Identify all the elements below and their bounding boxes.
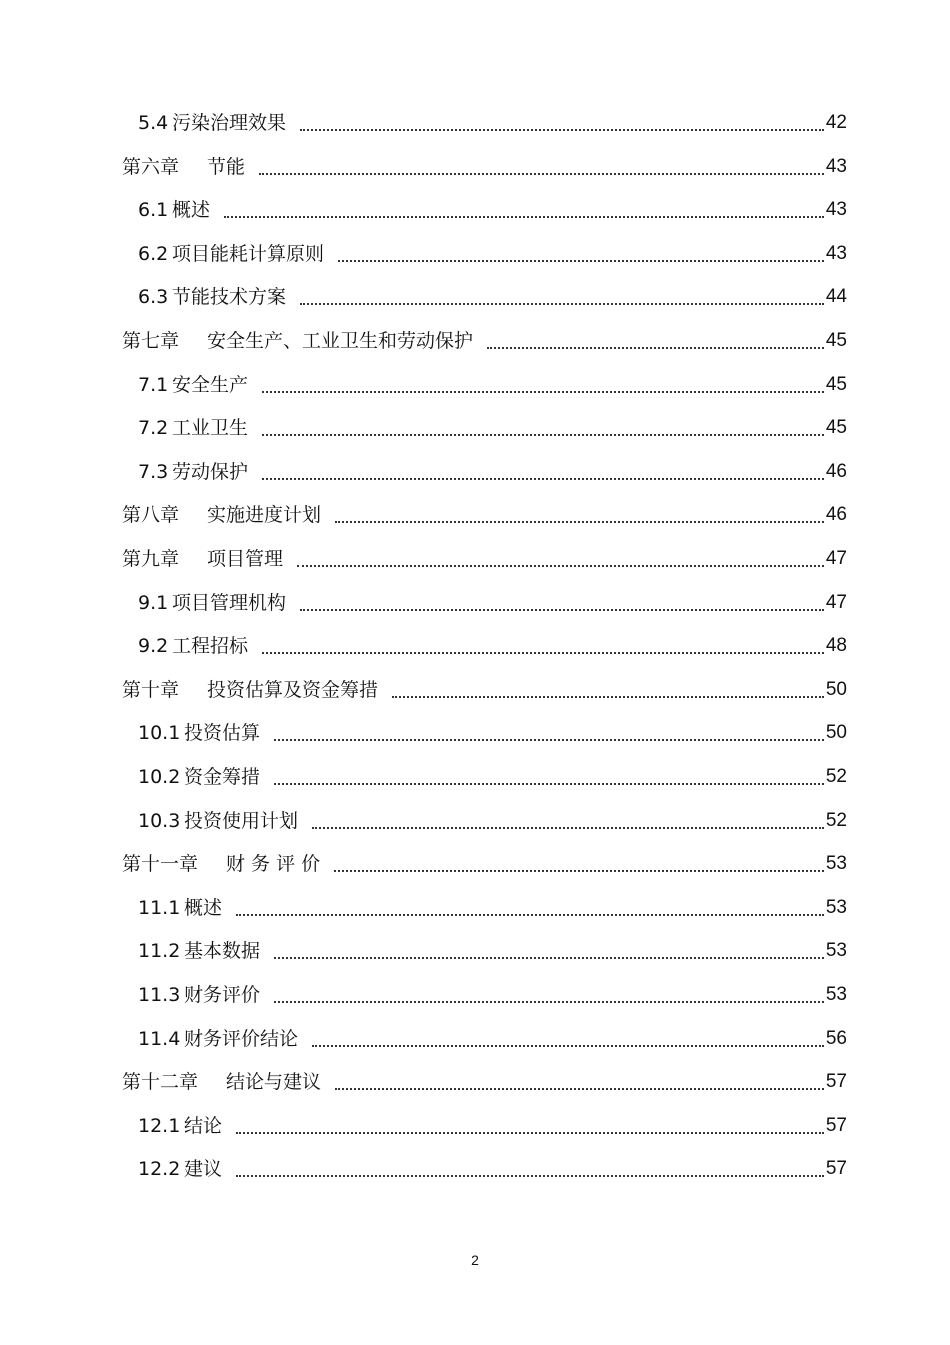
toc-entry-title: 概述: [184, 893, 222, 923]
toc-entry: [0, 195, 950, 225]
toc-entry-title: 项目能耗计算原则: [172, 239, 324, 269]
toc-entry-number: 10.1: [138, 718, 180, 748]
toc-entry-title: 项目管理: [207, 544, 283, 574]
toc-entry-page: 57: [825, 1158, 847, 1180]
toc-entry-title: 基本数据: [184, 936, 260, 966]
toc-dot-leader: [335, 1088, 824, 1090]
toc-dot-leader: [312, 1045, 824, 1047]
toc-entry-number: 7.2: [138, 413, 168, 443]
toc-entry-title: 投资估算: [184, 718, 260, 748]
toc-entry-number: 7.1: [138, 370, 168, 400]
toc-entry-title: 投资使用计划: [184, 806, 298, 836]
toc-entry-page: 43: [825, 199, 847, 221]
toc-dot-leader: [334, 870, 824, 872]
toc-entry-title: 节能: [207, 152, 245, 182]
toc-entry: [0, 413, 950, 443]
toc-entry-page: 57: [825, 1071, 847, 1093]
toc-entry-page: 53: [825, 940, 847, 962]
toc-entry-page: 57: [825, 1114, 847, 1136]
toc-dot-leader: [262, 434, 824, 436]
toc-dot-leader: [300, 129, 824, 131]
toc-dot-leader: [274, 1001, 824, 1003]
toc-entry-title: 建议: [184, 1154, 222, 1184]
toc-entry: [0, 544, 950, 574]
toc-entry-page: 45: [825, 373, 847, 395]
toc-entry-page: 56: [825, 1027, 847, 1049]
toc-entry-title: 劳动保护: [172, 457, 248, 487]
toc-entry-page: 43: [825, 242, 847, 264]
toc-entry-title: 结论: [184, 1111, 222, 1141]
toc-entry-page: 47: [825, 548, 847, 569]
toc-entry-number: 第十一章: [122, 849, 198, 879]
toc-entry-number: 10.2: [138, 762, 180, 792]
toc-entry-number: 6.1: [138, 195, 168, 225]
toc-entry-title: 概述: [172, 195, 210, 225]
toc-entry-title: 安全生产: [172, 370, 248, 400]
toc-dot-leader: [300, 303, 824, 305]
toc-entry: [0, 631, 950, 661]
toc-dot-leader: [236, 914, 824, 916]
toc-entry-number: 11.2: [138, 936, 180, 966]
toc-entry-number: 9.2: [138, 631, 168, 661]
toc-entry-page: 50: [825, 678, 847, 700]
toc-entry: [0, 893, 950, 923]
toc-dot-leader: [262, 478, 824, 480]
toc-entry-title: 资金筹措: [184, 762, 260, 792]
toc-entry-page: 46: [825, 504, 847, 526]
toc-dot-leader: [312, 827, 824, 829]
toc-entry: [0, 762, 950, 792]
toc-entry: [0, 1067, 950, 1097]
page-number: 2: [471, 1252, 479, 1268]
toc-entry: [0, 457, 950, 487]
toc-entry: [0, 326, 950, 356]
toc-entry: [0, 936, 950, 966]
toc-entry-title: 财务评价: [184, 980, 260, 1010]
toc-entry-page: 48: [825, 635, 847, 657]
toc-entry-title: 工业卫生: [172, 413, 248, 443]
toc-entry-number: 第八章: [122, 500, 179, 530]
toc-entry-title: 实施进度计划: [207, 500, 321, 530]
toc-entry: [0, 718, 950, 748]
toc-entry-number: 6.2: [138, 239, 168, 269]
toc-dot-leader: [224, 216, 824, 218]
toc-entry: [0, 370, 950, 400]
toc-entry-title: 结论与建议: [226, 1067, 321, 1097]
toc-entry: [0, 500, 950, 530]
toc-dot-leader: [262, 391, 824, 393]
toc-dot-leader: [335, 521, 824, 523]
toc-dot-leader: [274, 783, 824, 785]
toc-entry-page: 43: [825, 155, 847, 177]
toc-entry: [0, 152, 950, 182]
toc-entry-page: 46: [825, 460, 847, 482]
toc-dot-leader: [236, 1132, 824, 1134]
toc-dot-leader: [262, 652, 824, 654]
toc-entry-page: 45: [825, 417, 847, 439]
toc-entry-page: 45: [825, 330, 847, 351]
toc-entry: [0, 849, 950, 879]
toc-entry: [0, 1154, 950, 1184]
toc-dot-leader: [274, 739, 824, 741]
toc-entry-title: 安全生产、工业卫生和劳动保护: [207, 326, 473, 356]
toc-entry: [0, 1111, 950, 1141]
toc-dot-leader: [487, 347, 824, 349]
toc-dot-leader: [236, 1175, 824, 1177]
toc-dot-leader: [297, 565, 824, 567]
toc-entry-title: 污染治理效果: [172, 108, 286, 138]
toc-entry-page: 52: [825, 809, 847, 831]
toc-entry-title: 投资估算及资金筹措: [207, 675, 378, 705]
toc-entry-number: 第六章: [122, 152, 179, 182]
toc-entry-number: 10.3: [138, 806, 180, 836]
toc-entry-title: 项目管理机构: [172, 588, 286, 618]
toc-entry-number: 第七章: [122, 326, 179, 356]
toc-entry-number: 12.1: [138, 1111, 180, 1141]
toc-entry-number: 第十二章: [122, 1067, 198, 1097]
toc-entry-number: 第九章: [122, 544, 179, 574]
toc-entry-page: 52: [825, 766, 847, 787]
toc-entry-page: 53: [825, 984, 847, 1005]
toc-entry: [0, 282, 950, 312]
toc-entry-title: 工程招标: [172, 631, 248, 661]
toc-entry-page: 44: [825, 286, 847, 308]
toc-dot-leader: [259, 173, 824, 175]
toc-entry: [0, 806, 950, 836]
toc-entry: [0, 980, 950, 1010]
toc-entry-title: 财 务 评 价: [226, 849, 320, 879]
toc-entry-page: 53: [825, 896, 847, 918]
toc-entry: [0, 675, 950, 705]
toc-entry-number: 11.4: [138, 1024, 180, 1054]
toc-dot-leader: [338, 260, 824, 262]
toc-entry-title: 节能技术方案: [172, 282, 286, 312]
toc-dot-leader: [274, 957, 824, 959]
toc-entry-number: 11.1: [138, 893, 180, 923]
toc-entry-number: 6.3: [138, 282, 168, 312]
toc-entry-page: 42: [825, 112, 847, 133]
toc-entry-page: 50: [825, 722, 847, 744]
toc-entry-number: 5.4: [138, 108, 168, 138]
toc-entry: [0, 1024, 950, 1054]
toc-entry-page: 47: [825, 591, 847, 613]
toc-dot-leader: [392, 696, 824, 698]
toc-entry-number: 11.3: [138, 980, 180, 1010]
toc-entry-number: 7.3: [138, 457, 168, 487]
toc-dot-leader: [300, 609, 824, 611]
toc-entry-number: 9.1: [138, 588, 168, 618]
toc-entry-number: 12.2: [138, 1154, 180, 1184]
toc-entry: [0, 588, 950, 618]
toc-entry: [0, 239, 950, 269]
toc-entry-number: 第十章: [122, 675, 179, 705]
toc-entry: [0, 108, 950, 138]
toc-entry-title: 财务评价结论: [184, 1024, 298, 1054]
toc-entry-page: 53: [825, 853, 847, 875]
